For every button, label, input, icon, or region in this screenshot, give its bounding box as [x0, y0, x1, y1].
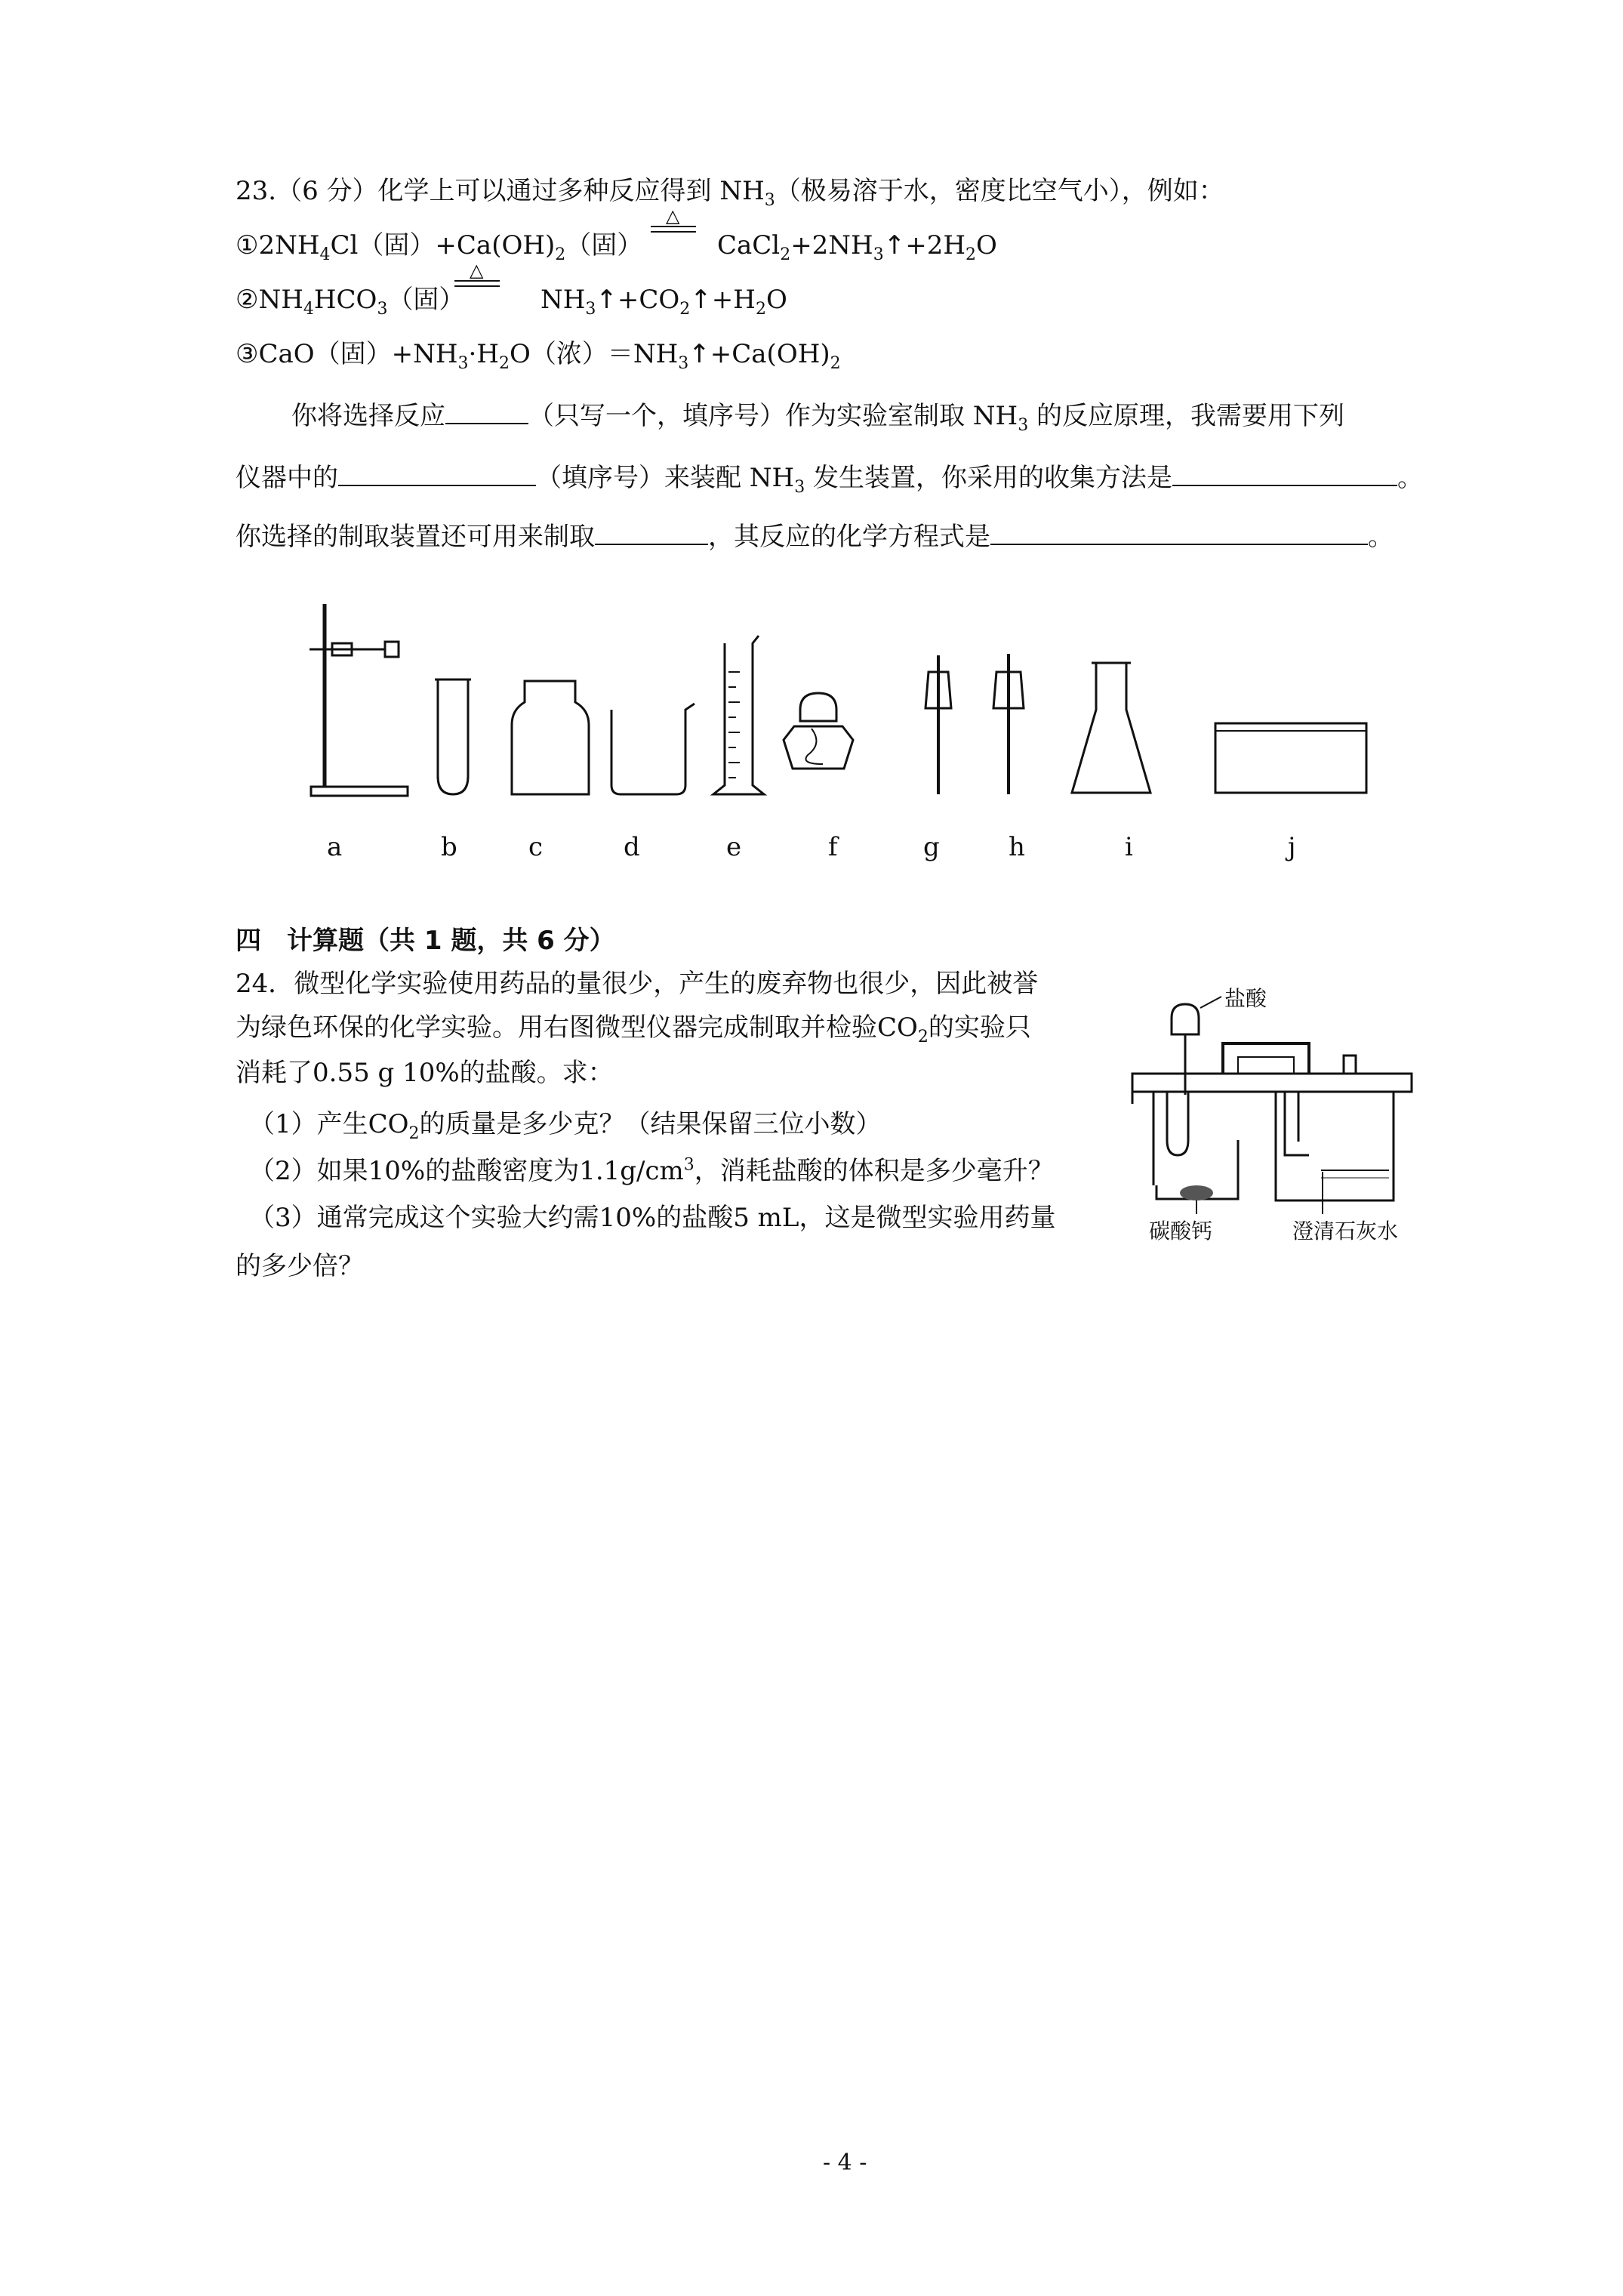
reaction-3: ③CaO（固）$+NH_3\cdot H_2O$（浓）$=NH_3↑+Ca(OH)_2$ — [236, 339, 841, 373]
cylinder-e — [713, 636, 764, 794]
heat-equals-2 — [453, 260, 501, 290]
label-hcl: 盐酸 — [1224, 986, 1267, 1011]
delta-1: △ — [666, 205, 680, 227]
blank-collection[interactable] — [1172, 462, 1397, 486]
label-h: h — [1009, 832, 1025, 862]
reaction-1-products: $CaCl_2+2NH_3↑+2H_2O$ — [717, 230, 997, 264]
heat-sign-1 — [649, 205, 698, 236]
section-4-title: 四 计算题（共 1 题，共 6 分） — [236, 926, 615, 956]
iron-stand-a — [310, 604, 408, 796]
q24-line-3: 消耗了0.55 g 10%的盐酸。求： — [236, 1058, 614, 1088]
delta-2: △ — [470, 260, 484, 281]
label-a: a — [327, 832, 343, 862]
stopper-h — [993, 654, 1024, 794]
heat-equals-1 — [649, 205, 698, 236]
label-f: f — [828, 832, 838, 862]
q24-sub-3: （3）通常完成这个实验大约需10%的盐酸5 mL，这是微型实验用药量 — [249, 1203, 1056, 1233]
q23-header: 23.（6 分）化学上可以通过多种反应得到 $NH_3$（极易溶于水，密度比空气小），例如： — [236, 176, 1224, 210]
q24-sub-4: 的多少倍？ — [236, 1251, 364, 1281]
beaker-d — [611, 704, 694, 794]
label-e: e — [726, 832, 742, 862]
label-j: j — [1288, 832, 1296, 862]
reaction-2: $②NH_4HCO_3$（固） — [236, 285, 465, 319]
q24-line-2: 为绿色环保的化学实验。用右图微型仪器完成制取并检验$CO_2$的实验只 — [236, 1012, 1031, 1046]
reaction-1: $①2NH_4Cl$（固）$+Ca(OH)_2$（固） — [236, 230, 643, 264]
blank-reaction[interactable] — [445, 400, 528, 424]
label-b: b — [441, 832, 457, 862]
stopper-g — [925, 655, 951, 794]
label-limewater: 澄清石灰水 — [1292, 1219, 1399, 1244]
page-number: - 4 - — [823, 2150, 867, 2176]
q23-prompt-2: 仪器中的 （填序号）来装配 $NH_3$ 发生装置，你采用的收集方法是 。 — [236, 463, 1424, 497]
microscale-apparatus — [1125, 974, 1427, 1246]
blank-equation[interactable] — [990, 521, 1368, 545]
reaction-2-products: $NH_3↑+CO_2↑+H_2O$ — [540, 285, 787, 319]
conical-flask-i — [1072, 663, 1150, 793]
blank-apparatus[interactable] — [338, 462, 536, 486]
heat-sign-2 — [453, 260, 501, 290]
support-plate — [1132, 1074, 1412, 1092]
q23-prompt-1: 你将选择反应 （只写一个，填序号）作为实验室制取 $NH_3$ 的反应原理，我需要用下列 — [291, 401, 1345, 435]
test-tube-b — [438, 680, 468, 794]
trough-j — [1215, 723, 1366, 793]
q24-line-1: 24．微型化学实验使用药品的量很少，产生的废弃物也很少，因此被誉 — [236, 969, 1039, 999]
q24-sub-1: （1）产生$CO_2$的质量是多少克？（结果保留三位小数） — [249, 1109, 882, 1143]
bottle-c — [512, 681, 589, 794]
limewater-beaker — [1276, 1092, 1394, 1200]
label-caco3: 碳酸钙 — [1149, 1219, 1213, 1244]
alcohol-lamp-f — [784, 693, 853, 769]
apparatus-figure — [302, 596, 1397, 815]
label-i: i — [1125, 832, 1133, 862]
calcium-carbonate-powder — [1180, 1185, 1213, 1200]
q24-sub-2: （2）如果10%的盐酸密度为$1.1g/cm^3$，消耗盐酸的体积是多少毫升？ — [249, 1155, 1054, 1186]
blank-gas[interactable] — [595, 521, 708, 545]
label-c: c — [528, 832, 544, 862]
label-d: d — [624, 832, 640, 862]
dropper-bulb — [1172, 1004, 1199, 1034]
label-g: g — [923, 832, 940, 862]
q23-prompt-3: 你选择的制取装置还可用来制取 ，其反应的化学方程式是 。 — [236, 522, 1394, 552]
